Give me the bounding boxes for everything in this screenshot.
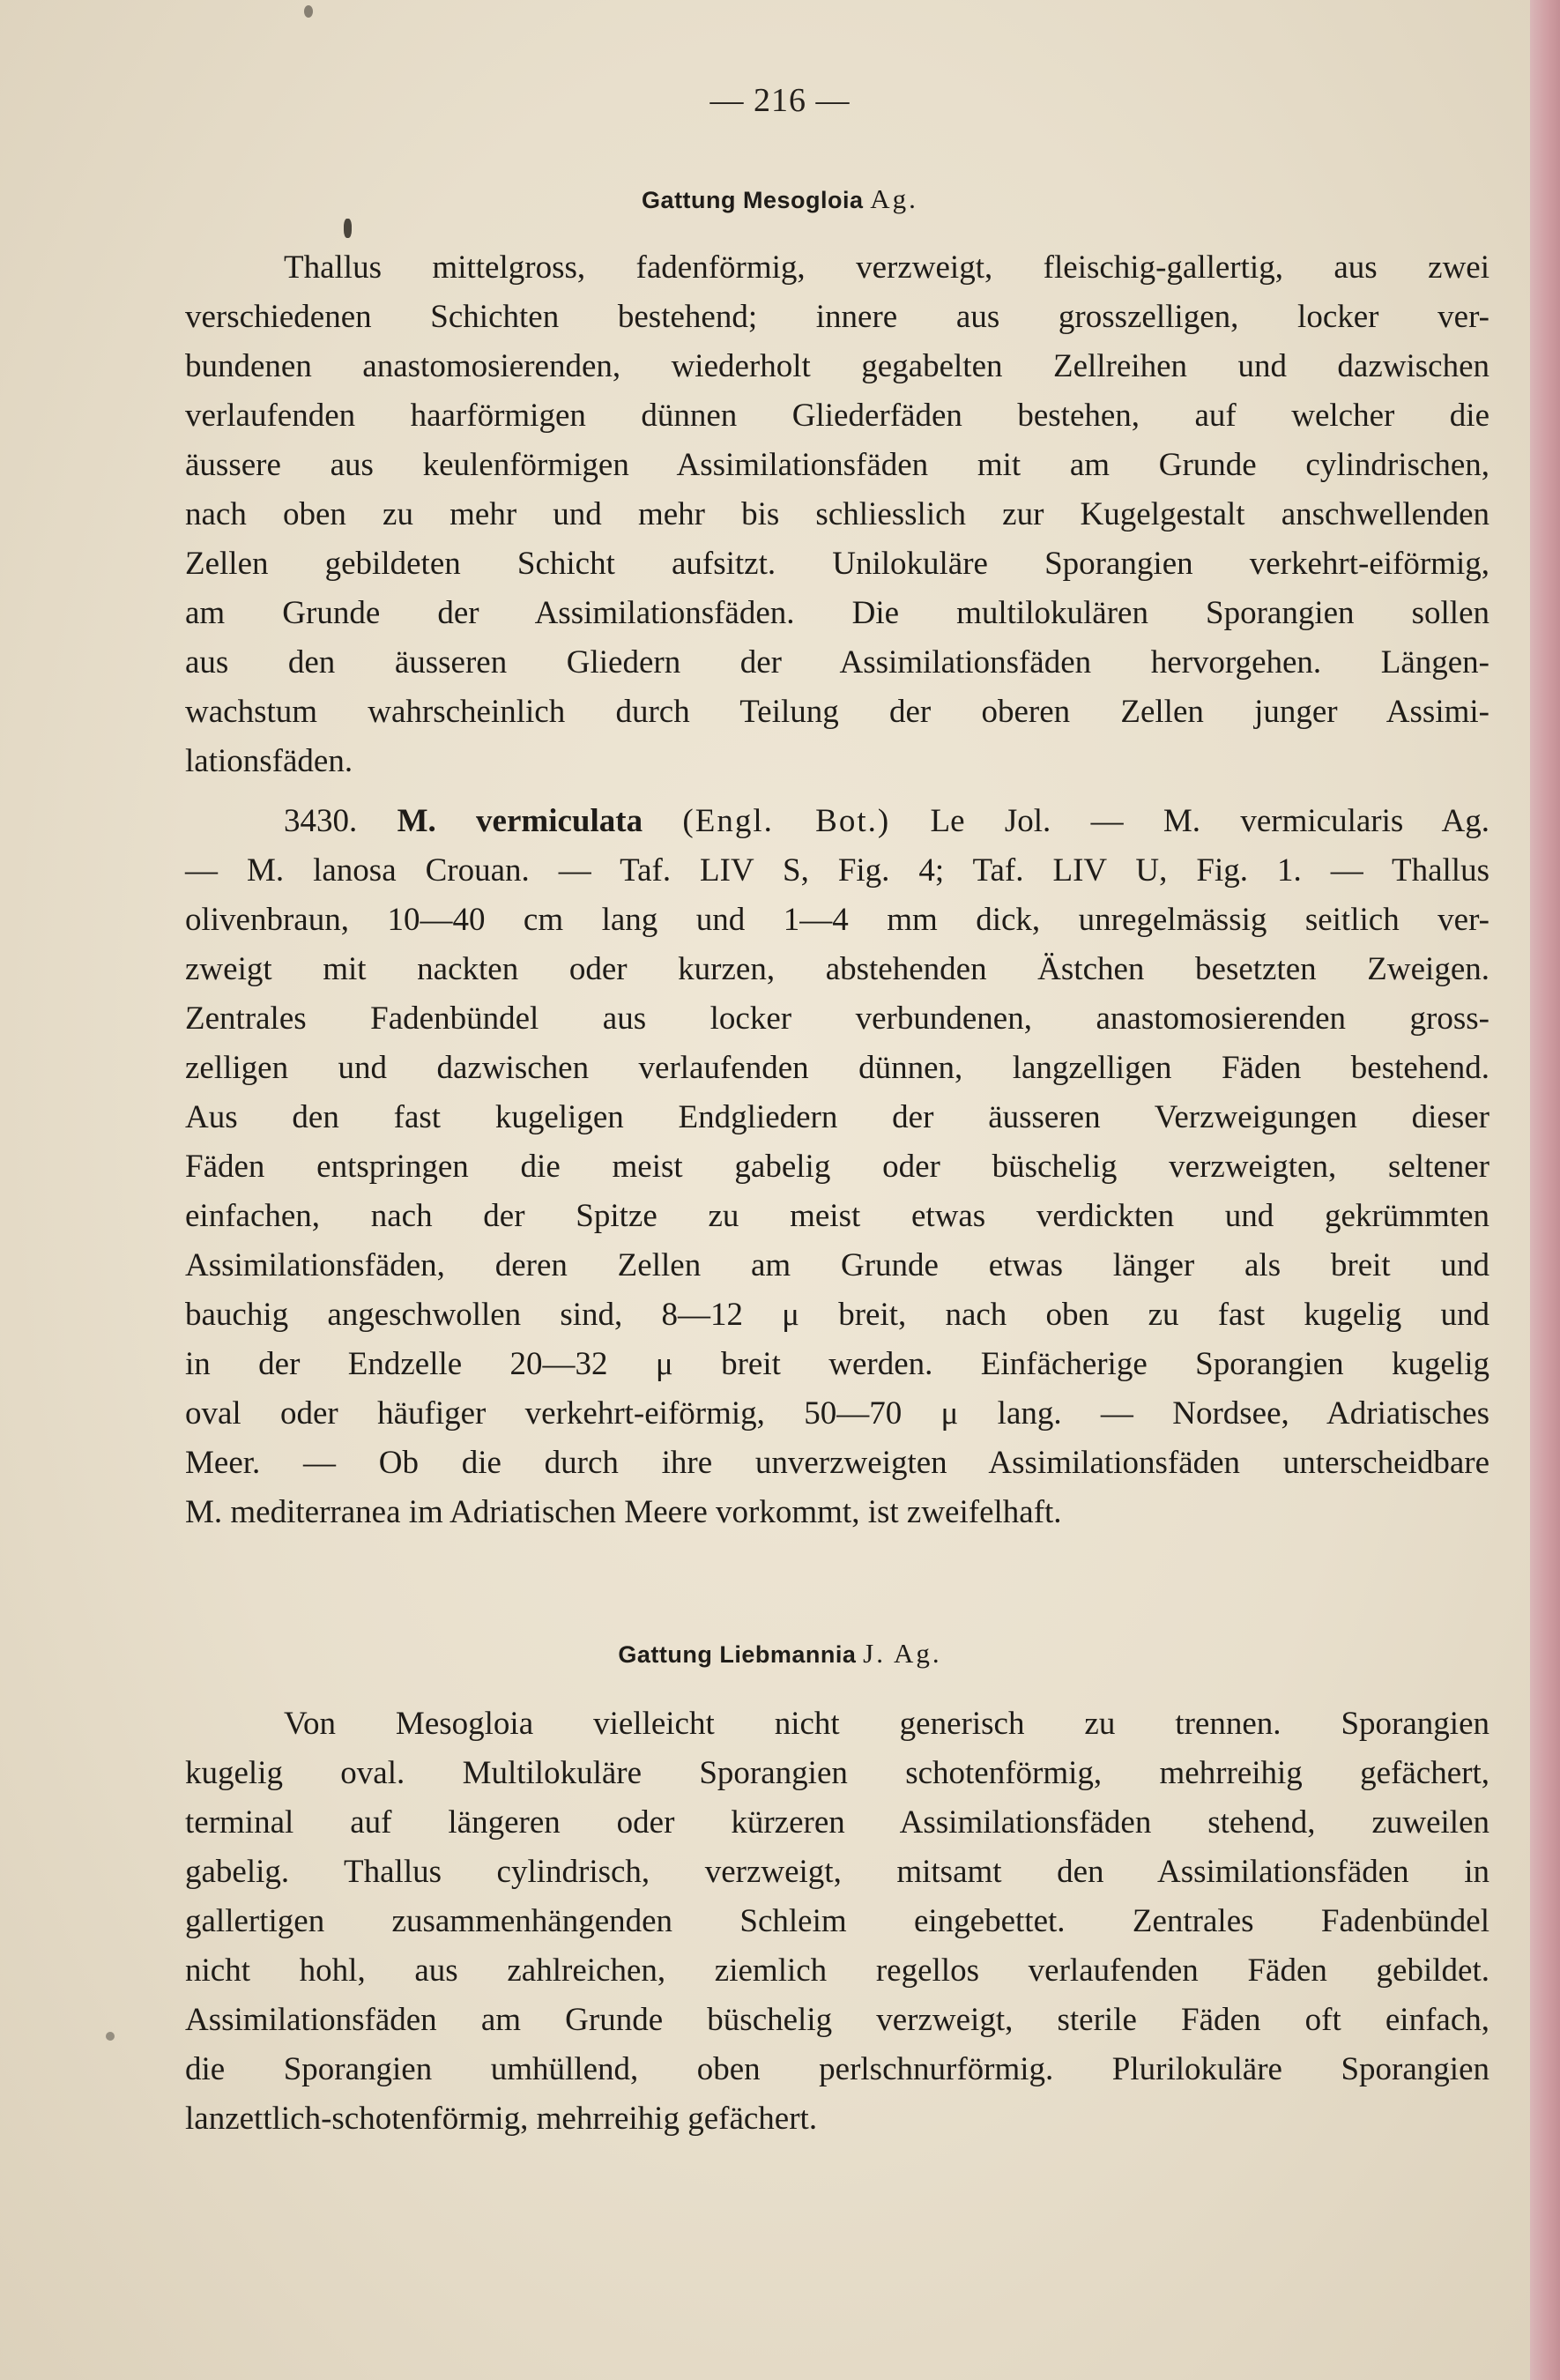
ink-speck [344, 219, 352, 238]
text-line: gallertigen zusammenhängenden Schleim eingebettet. Zentrales Fadenbündel [185, 1903, 1489, 1939]
section-heading-mesogloia [0, 183, 1560, 215]
species-citation: (Engl. Bot.) [682, 803, 891, 839]
text-line: oval oder häufiger verkehrt-eiförmig, 50—70 μ lang. — Nordsee, Adriatisches [185, 1395, 1489, 1432]
text-line: verschiedenen Schichten bestehend; innere aus grosszelligen, locker ver- [185, 299, 1489, 335]
genus-authority: Ag. [870, 183, 918, 214]
text-line: M. mediterranea im Adriatischen Meere vorkommt, ist zweifelhaft. [185, 1494, 1062, 1530]
text-line: nicht hohl, aus zahlreichen, ziemlich regellos verlaufenden Fäden gebildet. [185, 1952, 1489, 1989]
text-line: olivenbraun, 10—40 cm lang und 1—4 mm dick, unregelmässig seitlich ver- [185, 902, 1489, 938]
page-number: — 216 — [709, 82, 851, 119]
text-line: Aus den fast kugeligen Endgliedern der äusseren Verzweigungen dieser [185, 1099, 1489, 1135]
text-line: Thallus mittelgross, fadenförmig, verzweigt, fleischig-gallertig, aus zwei [284, 249, 1489, 286]
text-line: gabelig. Thallus cylindrisch, verzweigt, mitsamt den Assimilationsfäden in [185, 1854, 1489, 1890]
text-line: Von Mesogloia vielleicht nicht generisch zu trennen. Sporangien [284, 1706, 1489, 1742]
text-line: lanzettlich-schotenförmig, mehrreihig gefächert. [185, 2101, 818, 2137]
species-synonym: Le Jol. — M. vermicularis Ag. [930, 803, 1490, 839]
text-line: in der Endzelle 20—32 μ breit werden. Einfächerige Sporangien kugelig [185, 1346, 1489, 1382]
text-line: Assimilationsfäden am Grunde büschelig verzweigt, sterile Fäden oft einfach, [185, 2002, 1489, 2038]
section-heading-liebmannia [0, 1638, 1560, 1670]
text-line: Meer. — Ob die durch ihre unverzweigten Assimilationsfäden unterscheidbare [185, 1445, 1489, 1481]
text-line: terminal auf längeren oder kürzeren Assimilationsfäden stehend, zuweilen [185, 1804, 1489, 1841]
text-line: — M. lanosa Crouan. — Taf. LIV S, Fig. 4; Taf. LIV U, Fig. 1. — Thallus [185, 852, 1489, 889]
text-line: am Grunde der Assimilationsfäden. Die multilokulären Sporangien sollen [185, 595, 1489, 631]
genus-name: Gattung Liebmannia [618, 1641, 857, 1668]
text-line: lationsfäden. [185, 743, 353, 779]
text-line: Assimilationsfäden, deren Zellen am Grunde etwas länger als breit und [185, 1247, 1489, 1283]
page-edge-binding [1530, 0, 1560, 2380]
text-line: zelligen und dazwischen verlaufenden dünnen, langzelligen Fäden bestehend. [185, 1050, 1489, 1086]
text-line: bundenen anastomosierenden, wiederholt gegabelten Zellreihen und dazwischen [185, 348, 1489, 384]
text-line: Fäden entspringen die meist gabelig oder büschelig verzweigten, seltener [185, 1149, 1489, 1185]
text-line: äussere aus keulenförmigen Assimilationsfäden mit am Grunde cylindrischen, [185, 447, 1489, 483]
text-line: kugelig oval. Multilokuläre Sporangien schotenförmig, mehrreihig gefächert, [185, 1755, 1489, 1791]
ink-speck [304, 5, 313, 18]
genus-authority: J. Ag. [863, 1638, 942, 1669]
ink-speck [106, 2032, 115, 2041]
text-line: aus den äusseren Gliedern der Assimilationsfäden hervorgehen. Längen- [185, 644, 1489, 681]
species-entry-line [284, 797, 1489, 846]
text-line: nach oben zu mehr und mehr bis schliesslich zur Kugelgestalt anschwellenden [185, 496, 1489, 532]
text-line: die Sporangien umhüllend, oben perlschnurförmig. Plurilokuläre Sporangien [185, 2051, 1489, 2087]
text-line: zweigt mit nackten oder kurzen, abstehenden Ästchen besetzten Zweigen. [185, 951, 1489, 987]
species-name: M. vermiculata [397, 803, 643, 839]
text-line: wachstum wahrscheinlich durch Teilung der oberen Zellen junger Assimi- [185, 694, 1489, 730]
text-line: Zellen gebildeten Schicht aufsitzt. Unilokuläre Sporangien verkehrt-eiförmig, [185, 546, 1489, 582]
text-line: einfachen, nach der Spitze zu meist etwas verdickten und gekrümmten [185, 1198, 1489, 1234]
species-number: 3430. [284, 803, 358, 839]
text-line: verlaufenden haarförmigen dünnen Gliederfäden bestehen, auf welcher die [185, 398, 1489, 434]
genus-name: Gattung Mesogloia [642, 187, 864, 213]
text-line: bauchig angeschwollen sind, 8—12 μ breit, nach oben zu fast kugelig und [185, 1297, 1489, 1333]
text-line: Zentrales Fadenbündel aus locker verbundenen, anastomosierenden gross- [185, 1000, 1489, 1037]
